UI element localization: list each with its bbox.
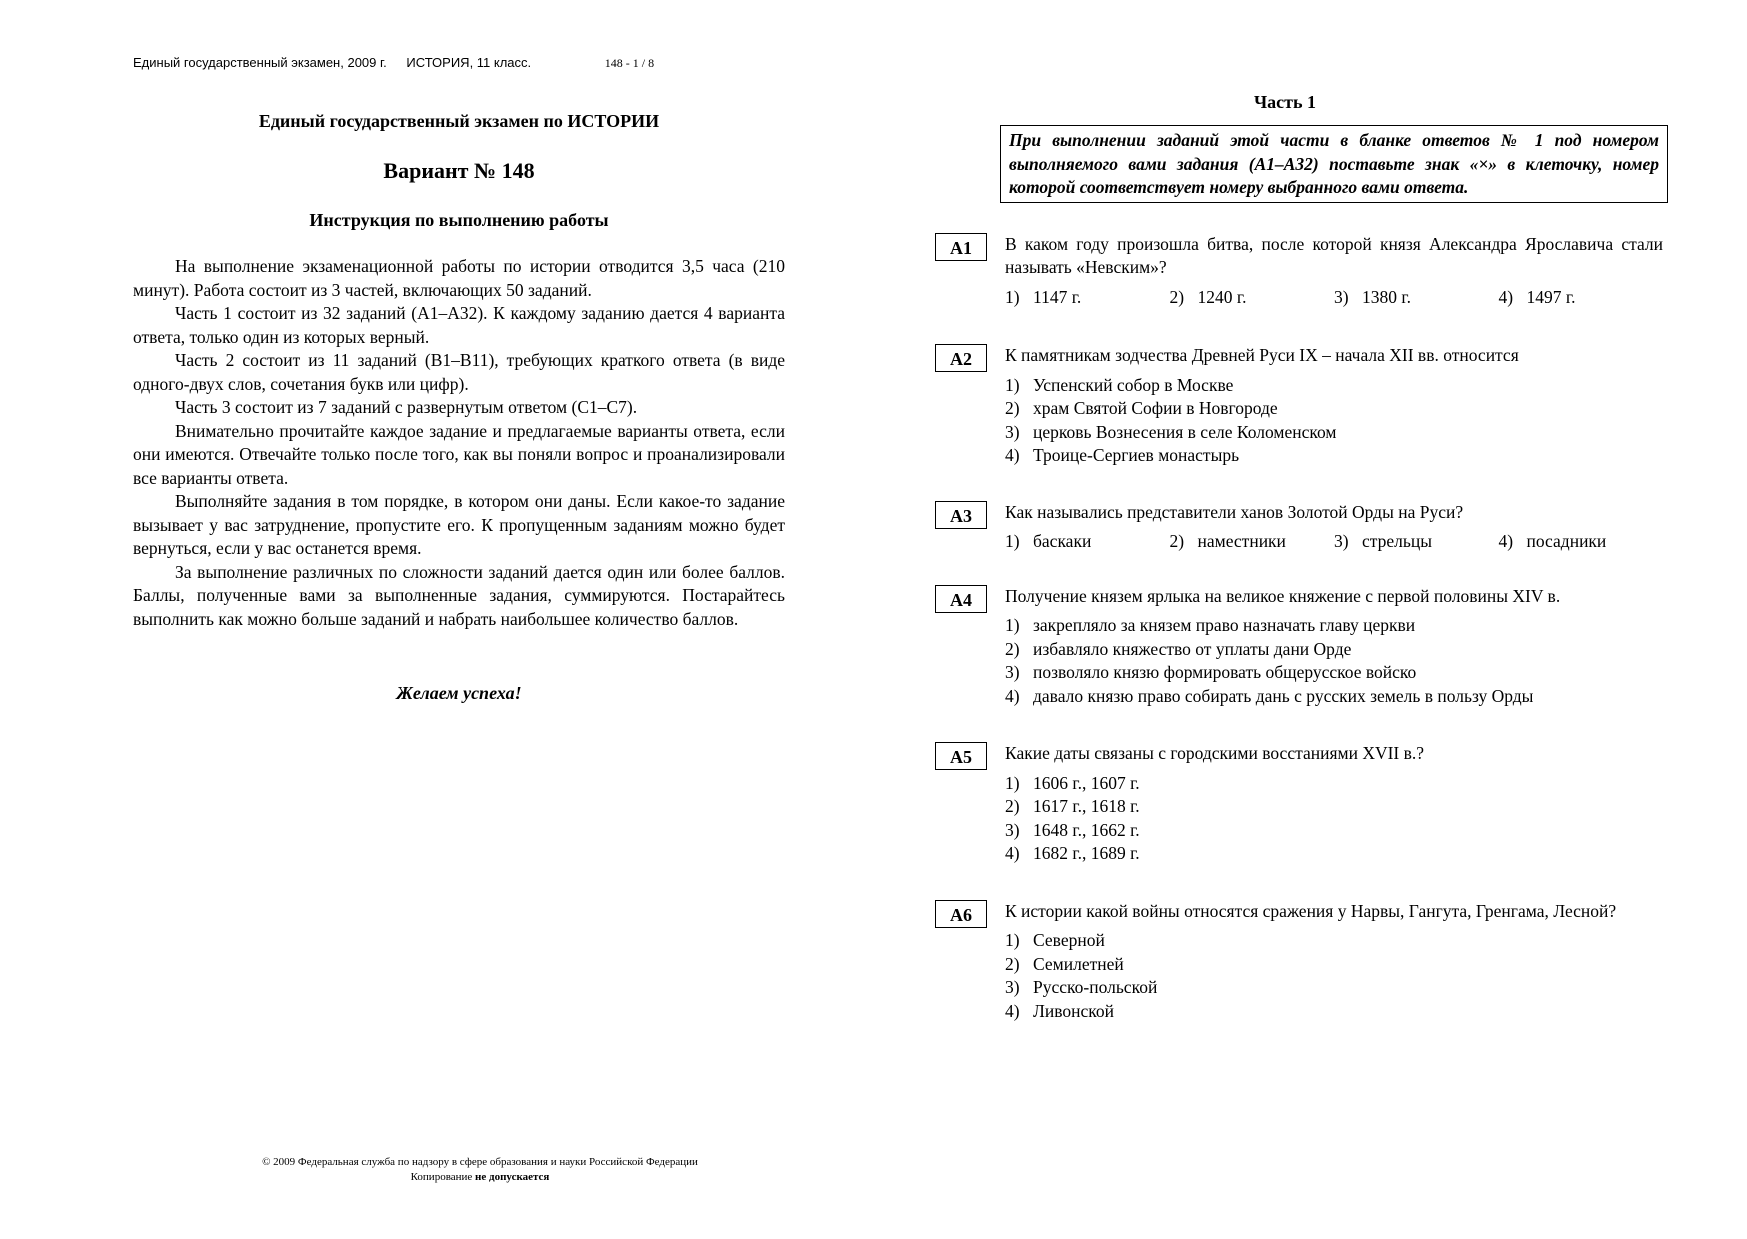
instructions-paragraph: Часть 1 состоит из 32 заданий (А1–А32). К каждому заданию дается 4 варианта ответа, только один из которых верный. xyxy=(133,303,785,347)
task-question: К истории какой войны относятся сражения у Нарвы, Гангута, Гренгама, Лесной? xyxy=(1005,900,1617,921)
instructions-paragraph: Внимательно прочитайте каждое задание и предлагаемые варианты ответа, если они имеются. Отвечайте только после того, как вы поняли вопрос и проанализировали все варианты ответа. xyxy=(133,420,785,488)
instructions-paragraph: За выполнение различных по сложности заданий дается один или более баллов. Баллы, полученные вами за выполненные задания, суммируются. Постарайтесь выполнить как можно больше заданий и набрать наибольшее количество баллов. xyxy=(133,561,785,629)
task-options xyxy=(1005,929,1663,1023)
running-header xyxy=(133,55,785,83)
answer-option: 4) Троице-Сергиев монастырь xyxy=(1005,445,1240,465)
task-a6 xyxy=(935,900,1665,1024)
answer-option: 1) Северной xyxy=(1005,930,1105,950)
answer-option: 4) 1497 г. xyxy=(1498,286,1576,307)
instructions-body xyxy=(133,255,785,631)
task-question: Как назывались представители ханов Золотой Орды на Руси? xyxy=(1005,501,1464,522)
answer-option: 3) церковь Вознесения в селе Коломенском xyxy=(1005,421,1337,442)
footer-line-1: © 2009 Федеральная служба по надзору в сфере образования и науки Российской Федерации xyxy=(262,1156,698,1168)
answer-option: 1) закрепляло за князем право назначать главу церкви xyxy=(1005,615,1416,635)
answer-option: 2) храм Святой Софии в Новгороде xyxy=(1005,398,1278,418)
footer-line-2-prefix: Копирование xyxy=(410,1171,476,1183)
task-a3 xyxy=(935,501,1665,554)
task-a5 xyxy=(935,742,1665,866)
task-number: А1 xyxy=(935,233,987,261)
answer-option: 1) 1147 г. xyxy=(1005,286,1082,307)
task-question: Какие даты связаны с городскими восстаниями XVII в.? xyxy=(1005,743,1425,763)
task-number: А4 xyxy=(935,585,987,613)
copyright-footer xyxy=(150,1155,810,1185)
instructions-paragraph: На выполнение экзаменационной работы по истории отводится 3,5 часа (210 минут). Работа состоит из 3 частей, включающих 50 заданий. xyxy=(133,256,785,300)
footer-line-2-bold: не допускается xyxy=(475,1171,550,1183)
right-page xyxy=(935,92,1665,1023)
task-options xyxy=(1005,530,1663,554)
answer-option: 4) посадники xyxy=(1498,531,1607,551)
answer-option: 3) 1380 г. xyxy=(1334,286,1411,307)
answer-option: 3) 1648 г., 1662 г. xyxy=(1005,819,1140,840)
answer-option: 1) 1606 г., 1607 г. xyxy=(1005,772,1140,793)
answer-option: 4) Ливонской xyxy=(1005,1000,1114,1021)
task-question: В каком году произошла битва, после которой князя Александра Ярославича стали называть «Невским»? xyxy=(1005,233,1663,277)
good-luck-text: Желаем успеха! xyxy=(396,683,522,703)
instructions-title: Инструкция по выполнению работы xyxy=(309,210,609,230)
answer-option: 2) 1617 г., 1618 г. xyxy=(1005,796,1140,816)
task-number: А2 xyxy=(935,344,987,372)
task-options xyxy=(1005,286,1663,310)
header-exam: Единый государственный экзамен, 2009 г. xyxy=(133,55,387,70)
task-options xyxy=(1005,772,1663,866)
exam-title: Единый государственный экзамен по ИСТОРИИ xyxy=(258,111,660,131)
header-page-number: 148 - 1 / 8 xyxy=(604,56,655,70)
answer-option: 2) наместники xyxy=(1169,531,1286,551)
part-title: Часть 1 xyxy=(1253,92,1317,112)
left-page xyxy=(133,55,785,704)
footer-line-2 xyxy=(150,1170,810,1185)
answer-option: 3) позволяло князю формировать общерусское войско xyxy=(1005,662,1417,682)
instructions-paragraph: Часть 3 состоит из 7 заданий с развернутым ответом (С1–С7). xyxy=(175,397,638,417)
task-options xyxy=(1005,614,1663,708)
answer-option: 2) избавляло княжество от уплаты дани Орде xyxy=(1005,638,1352,659)
answer-option: 1) баскаки xyxy=(1005,531,1092,551)
answer-option: 3) стрельцы xyxy=(1334,531,1432,551)
task-a4 xyxy=(935,585,1665,709)
instructions-paragraph: Выполняйте задания в том порядке, в котором они даны. Если какое-то задание вызывает у вас затруднение, пропустите его. К пропущенным заданиям можно будет вернуться, если у вас останется время. xyxy=(133,491,785,558)
header-subject: ИСТОРИЯ, 11 класс. xyxy=(406,55,532,70)
part-notice: При выполнении заданий этой части в бланке ответов № 1 под номером выполняемого вами задания (А1–А32) поставьте знак «×» в клеточку, номер которой соответствует номеру выбранного вами ответа. xyxy=(1000,125,1668,203)
answer-option: 4) давало князю право собирать дань с русских земель в пользу Орды xyxy=(1005,685,1534,706)
answer-option: 4) 1682 г., 1689 г. xyxy=(1005,843,1140,863)
answer-option: 1) Успенский собор в Москве xyxy=(1005,374,1234,395)
task-options xyxy=(1005,374,1663,468)
task-number: А6 xyxy=(935,900,987,928)
task-question: К памятникам зодчества Древней Руси IX – начала XII вв. относится xyxy=(1005,345,1519,365)
variant-title: Вариант № 148 xyxy=(383,158,535,183)
answer-option: 3) Русско-польской xyxy=(1005,977,1158,997)
instructions-paragraph: Часть 2 состоит из 11 заданий (В1–В11), требующих краткого ответа (в виде одного-двух слов, сочетания букв или цифр). xyxy=(133,350,785,394)
answer-option: 2) 1240 г. xyxy=(1169,286,1247,307)
task-question: Получение князем ярлыка на великое княжение с первой половины XIV в. xyxy=(1005,585,1561,606)
task-number: А5 xyxy=(935,742,987,770)
task-a2 xyxy=(935,344,1665,468)
task-a1 xyxy=(935,233,1665,310)
task-number: А3 xyxy=(935,501,987,529)
answer-option: 2) Семилетней xyxy=(1005,953,1124,974)
